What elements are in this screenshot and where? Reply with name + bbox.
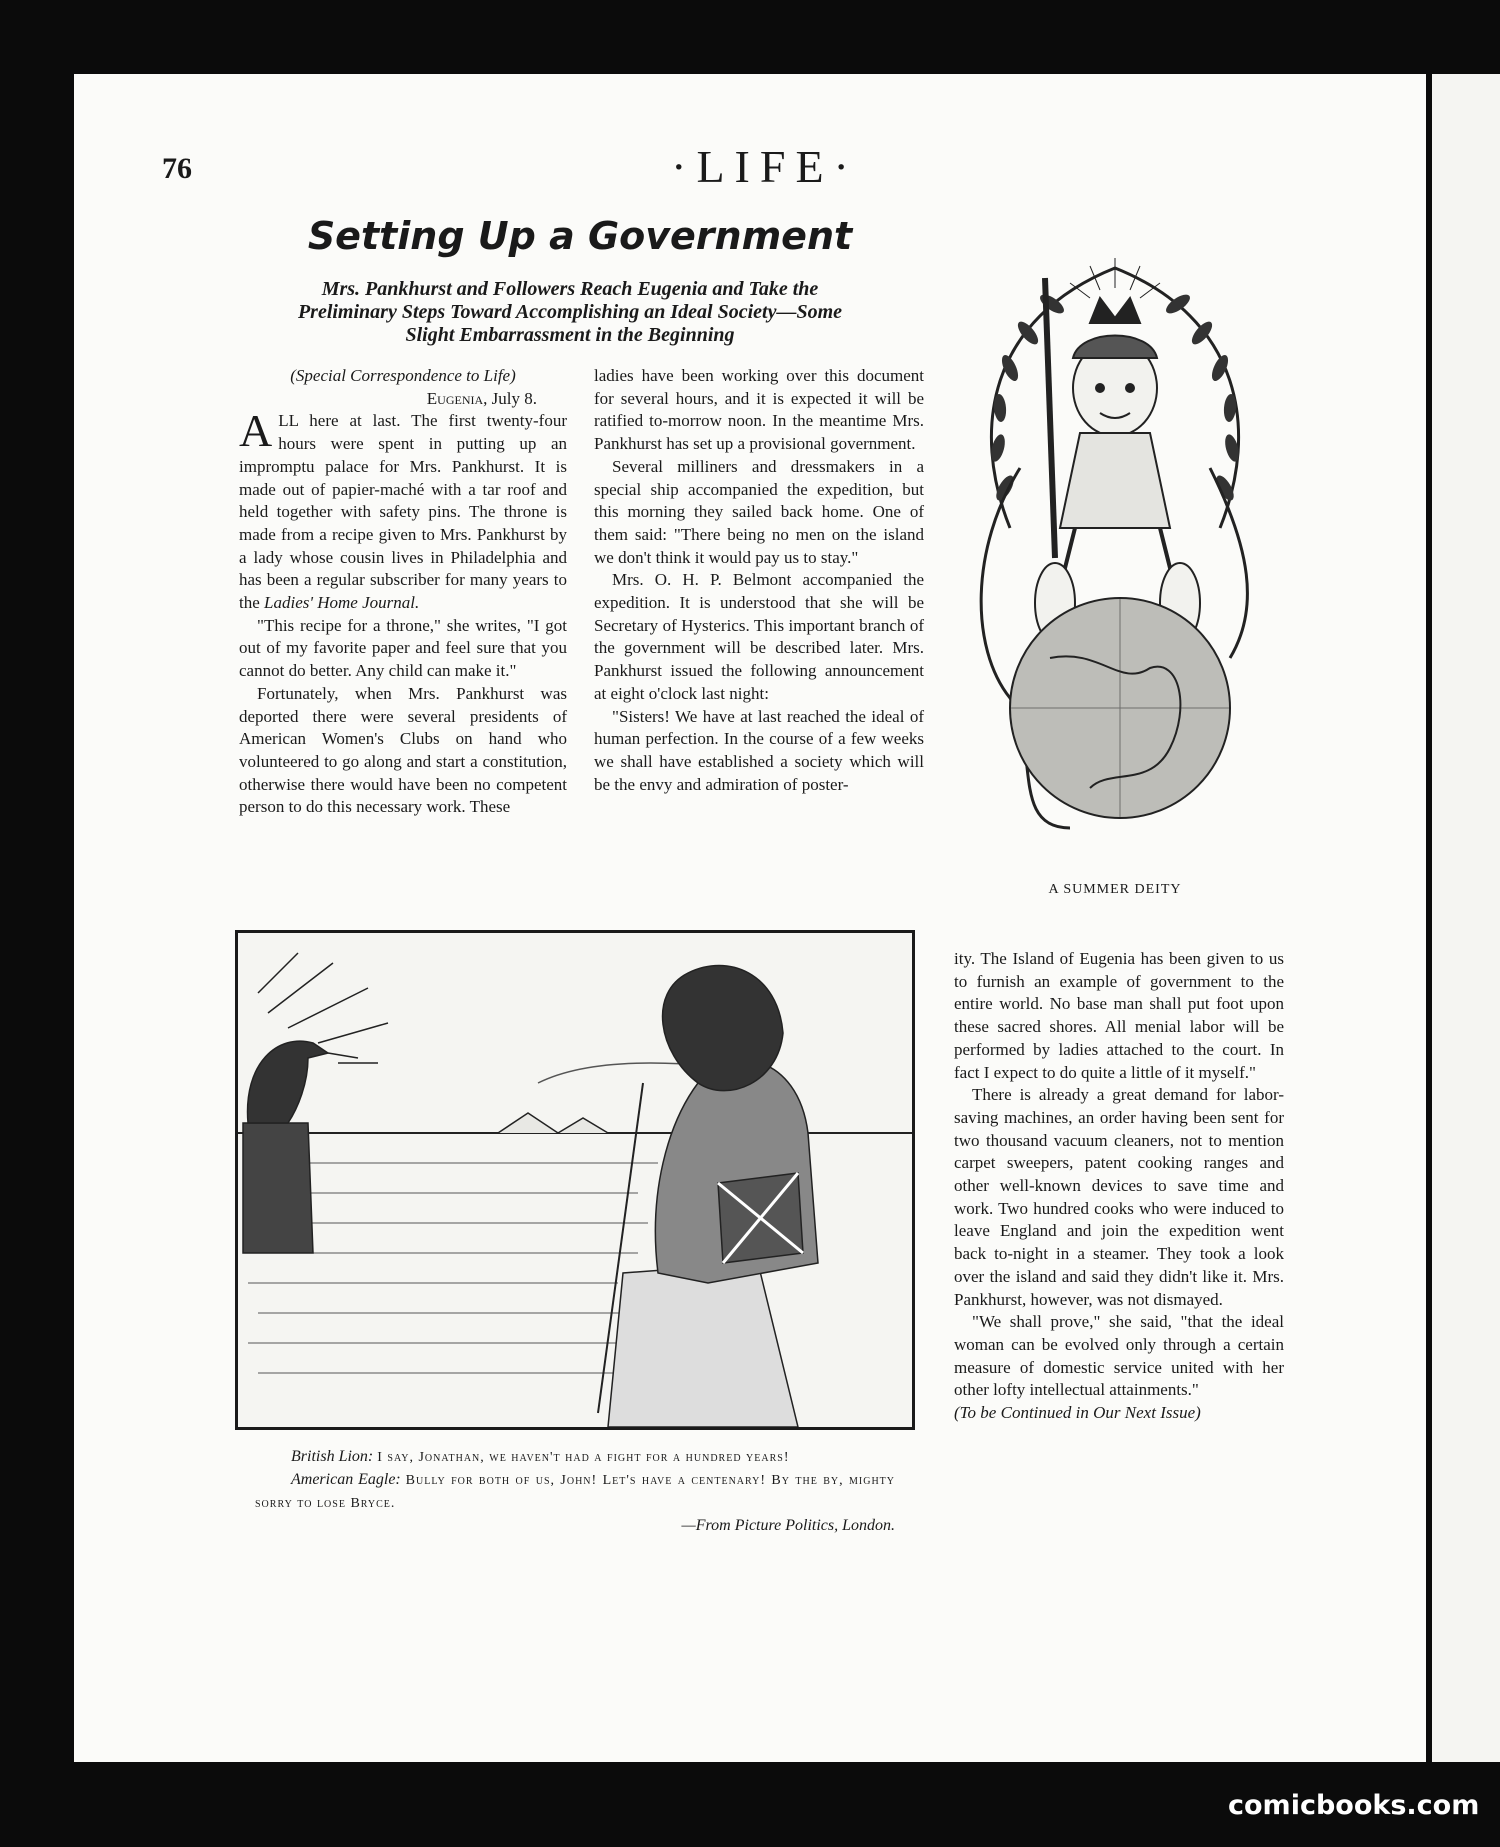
summer-deity-caption: A SUMMER DEITY — [1048, 882, 1182, 897]
article-deck: Mrs. Pankhurst and Followers Reach Eugenia and Take the Preliminary Steps Toward Accomplishing an Ideal Society—Some Slight Embarrassment in the Beginning — [297, 278, 843, 346]
paragraph — [239, 405, 567, 614]
speaker-american-eagle: American Eagle: — [291, 1471, 401, 1488]
article-headline: Setting Up a Government — [307, 214, 853, 258]
paragraph: "This recipe for a throne," she writes, "I got out of my favorite paper and feel sure that you cannot do better. Any child can make it." — [239, 615, 567, 681]
summer-deity-drawing — [950, 228, 1280, 883]
paragraph: There is already a great demand for labor-saving machines, an order having been sent for two thousand vacuum cleaners, not to mention carpet sweepers, patent cooking ranges and other well-known devices to save time and work. Two hundred cooks who were induced to leave England and join the expedition went back to-night in a steamer. They took a look over the island and said they didn't like it. Mrs. Pankhurst, however, was not dismayed. — [954, 1085, 1284, 1309]
article-column-1 — [239, 365, 567, 819]
article-column-2 — [594, 365, 924, 796]
paragraph: ity. The Island of Eugenia has been given to us to furnish an example of government to the entire world. No base man shall put foot upon these sacred shores. All menial labor will be performed by ladies attached to the court. In fact I expect to do quite a little of it myself." — [954, 949, 1284, 1082]
site-watermark: comicbooks.com — [1228, 1790, 1480, 1821]
eagle-dialogue: Bully for both of us, John! Let's have a centenary! By the by, mighty sorry to lose Bryce. — [255, 1473, 896, 1511]
paragraph: Fortunately, when Mrs. Pankhurst was deported there were several presidents of American Women's Clubs on hand who volunteered to go along and start a constitution, otherwise there would have been no competent person to do this necessary work. These — [239, 683, 567, 817]
caption-line-1 — [255, 1446, 895, 1469]
dateline — [239, 388, 567, 411]
lion-eagle-illustration — [235, 930, 915, 1430]
lion-eagle-drawing — [238, 933, 912, 1427]
paragraph: Mrs. O. H. P. Belmont accompanied the expedition. It is understood that she will be Secretary of Hysterics. This important branch of the government will be described later. Mrs. Pankhurst issued the following announcement at eight o'clock last night: — [594, 570, 924, 703]
paragraph: Several milliners and dressmakers in a special ship accompanied the expedition, but this morning they sailed back home. One of them said: "There being no men on the island we don't think it would pay us to stay." — [594, 456, 924, 567]
illustration-credit: —From Picture Politics, London. — [681, 1517, 895, 1534]
dateline-date: July 8. — [487, 388, 537, 408]
paragraph-text: LL here at last. The first twenty-four hours were spent in putting up an impromptu palace for Mrs. Pankhurst. It is made out of papier-maché with a tar roof and held together with safety pins. The throne is made from a recipe given to Mrs. Pankhurst by a lady whose cousin lives in Philadelphia and has been a regular subscriber for many years to the — [239, 411, 567, 613]
dateline-place: Eugenia, — [426, 388, 488, 408]
dateline-source: (Special Correspondence to Life) — [290, 366, 516, 385]
article-column-3 — [954, 948, 1284, 1425]
paragraph: ladies have been working over this document for several hours, and it is expected it will be ratified to-morrow noon. In the meantime Mrs. Pankhurst has set up a provisional government. — [594, 366, 924, 454]
paragraph: "We shall prove," she said, "that the ideal woman can be evolved only through a certain measure of domestic service united with her other lofty intellectual attainments." — [954, 1312, 1284, 1400]
lion-eagle-caption — [255, 1446, 895, 1537]
journal-title: Ladies' Home Journal. — [264, 593, 420, 613]
summer-deity-illustration — [950, 228, 1280, 883]
page-number: 76 — [162, 152, 192, 185]
drop-cap: A — [239, 405, 273, 457]
continued-note: (To be Continued in Our Next Issue) — [954, 1403, 1201, 1423]
masthead: ·LIFE· — [671, 141, 859, 192]
paragraph: "Sisters! We have at last reached the ideal of human perfection. In the course of a few weeks we shall have established a society which will be the envy and admiration of poster- — [594, 706, 924, 794]
lion-dialogue: I say, Jonathan, we haven't had a fight for a hundred years! — [377, 1450, 790, 1465]
adjacent-page-edge — [1432, 74, 1500, 1762]
speaker-british-lion: British Lion: — [291, 1448, 374, 1465]
caption-line-2 — [255, 1469, 895, 1515]
